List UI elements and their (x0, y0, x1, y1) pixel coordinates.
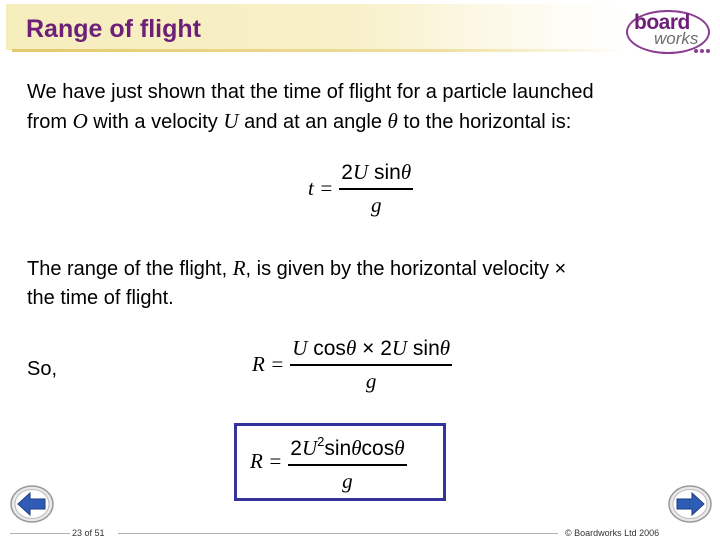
range-text-line2: the time of flight. (27, 287, 174, 309)
numerator (290, 336, 452, 364)
num-fn: sin (324, 437, 352, 460)
previous-slide-button[interactable] (10, 484, 54, 524)
num-exponent: 2 (317, 434, 325, 449)
num-times: × 2 (356, 337, 392, 360)
num-fn: cos (307, 337, 346, 360)
copyright: © Boardworks Ltd 2006 (565, 528, 660, 538)
num-theta: θ (439, 336, 451, 360)
intro-text: to the horizontal is: (397, 111, 572, 133)
num-theta: θ (394, 436, 405, 460)
num-coef: 2 (290, 437, 302, 460)
intro-text: and at an angle (238, 111, 388, 133)
denominator: g (342, 468, 353, 493)
so-label: So, (27, 358, 58, 380)
num-var: U (292, 336, 308, 360)
range-paragraph (27, 254, 717, 313)
num-theta: θ (400, 160, 412, 184)
numerator (339, 160, 413, 188)
page-title: Range of flight (26, 15, 201, 43)
range-formula-expanded (252, 336, 452, 393)
right-arrow-icon (668, 484, 712, 524)
logo-word-board: board (634, 11, 690, 34)
var-R: R (232, 256, 246, 280)
formula-lhs: R = (250, 448, 283, 473)
left-arrow-icon (10, 484, 54, 524)
var-O: O (72, 109, 88, 133)
title-bar (6, 4, 626, 50)
intro-text: with a velocity (87, 111, 224, 133)
range-text: The range of the flight, (27, 258, 233, 280)
page-counter: 23 of 51 (72, 528, 105, 538)
num-coef: 2 (341, 161, 353, 184)
formula-lhs-text: t = (308, 175, 334, 200)
var-theta: θ (387, 109, 398, 133)
time-of-flight-formula (308, 160, 413, 217)
var-U: U (223, 109, 239, 133)
num-var: U (391, 336, 408, 360)
denominator: g (365, 368, 377, 393)
footer-divider (10, 533, 70, 534)
range-formula-result (250, 430, 407, 493)
num-theta: θ (345, 336, 357, 360)
fraction (288, 430, 406, 493)
num-theta: θ (351, 436, 362, 460)
footer-divider (118, 533, 558, 534)
fraction (339, 160, 413, 217)
boardworks-logo (624, 6, 716, 60)
num-fn: sin (407, 337, 440, 360)
range-text: , is given by the horizontal velocity × (245, 258, 567, 280)
fraction (290, 336, 452, 393)
num-var: U (352, 160, 369, 184)
logo-dots (694, 40, 714, 46)
next-slide-button[interactable] (668, 484, 712, 524)
logo-word-works: works (654, 29, 699, 48)
intro-line1: We have just shown that the time of flight for a particle launched (27, 81, 594, 103)
num-fn: cos (361, 437, 395, 460)
formula-lhs (308, 176, 333, 201)
num-fn: sin (368, 161, 401, 184)
num-var: U (301, 436, 318, 460)
denominator: g (370, 192, 382, 217)
formula-lhs: R = (252, 351, 285, 376)
numerator (288, 430, 406, 464)
intro-paragraph (27, 78, 717, 137)
intro-text: from (27, 111, 73, 133)
